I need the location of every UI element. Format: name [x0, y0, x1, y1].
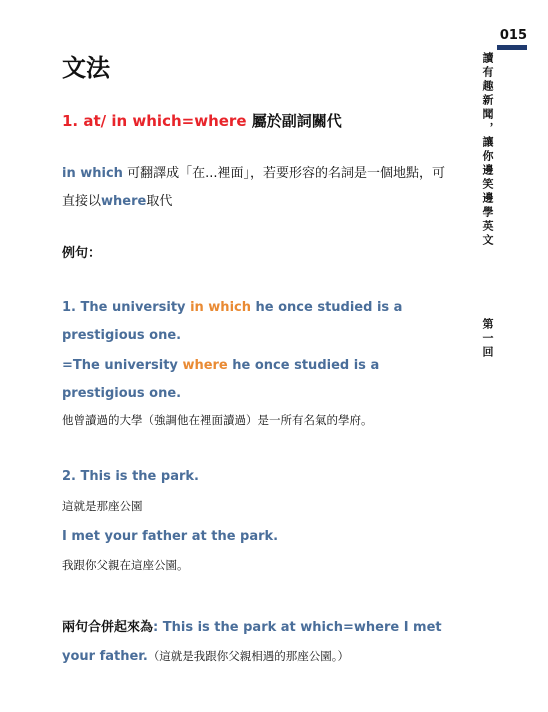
page-title: 文法: [62, 54, 110, 82]
intro-where: where: [101, 194, 147, 209]
example-1a-highlight: in which: [190, 300, 251, 315]
combined-translation: （這就是我跟你父親相遇的那座公園。）: [147, 649, 350, 663]
example-1a-pre: 1. The university: [62, 300, 191, 315]
example-1b-highlight: where: [182, 358, 228, 373]
combined-label: 兩句合併起來為: [62, 620, 154, 635]
combined-sentence: : This is the park at which=where I met your father.: [62, 620, 442, 664]
sidebar-chapter: 第一回: [481, 318, 494, 360]
example-2-sentence-1: 2. This is the park.: [62, 469, 199, 484]
page-number: 015: [499, 28, 527, 43]
sidebar-book-title: 讀有趣新聞，讓你邊笑邊學英文: [481, 52, 494, 248]
example-1a-post: he once studied is a prestigious one.: [62, 300, 403, 343]
example-2-translation-2: 我跟你父親在這座公園。: [62, 558, 189, 572]
example-2-sentence-2: I met your father at the park.: [62, 529, 279, 544]
section-heading: [62, 110, 342, 131]
example-1-translation: 他曾讀過的大學（強調他在裡面讀過）是一所有名氣的學府。: [62, 413, 373, 427]
section-heading-main: 1. at/ in which=where: [62, 112, 247, 130]
combined-paragraph: [62, 614, 452, 671]
example-2-translation-1: 這就是那座公園: [62, 499, 143, 513]
intro-text-2: 取代: [146, 194, 173, 209]
examples-label: 例句：: [62, 246, 102, 261]
page-number-bar: [497, 45, 527, 50]
intro-text-1: 可翻譯成「在...裡面」，若要形容的名詞是一個地點，可直接以: [62, 166, 445, 209]
example-1a: [62, 294, 452, 350]
intro-term: in which: [62, 166, 123, 181]
example-1b: [62, 352, 452, 408]
example-1b-pre: =The university: [62, 358, 183, 373]
section-heading-tail: 屬於副詞關代: [251, 112, 342, 130]
example-1b-post: he once studied is a prestigious one.: [62, 358, 380, 401]
intro-paragraph: [62, 160, 452, 216]
